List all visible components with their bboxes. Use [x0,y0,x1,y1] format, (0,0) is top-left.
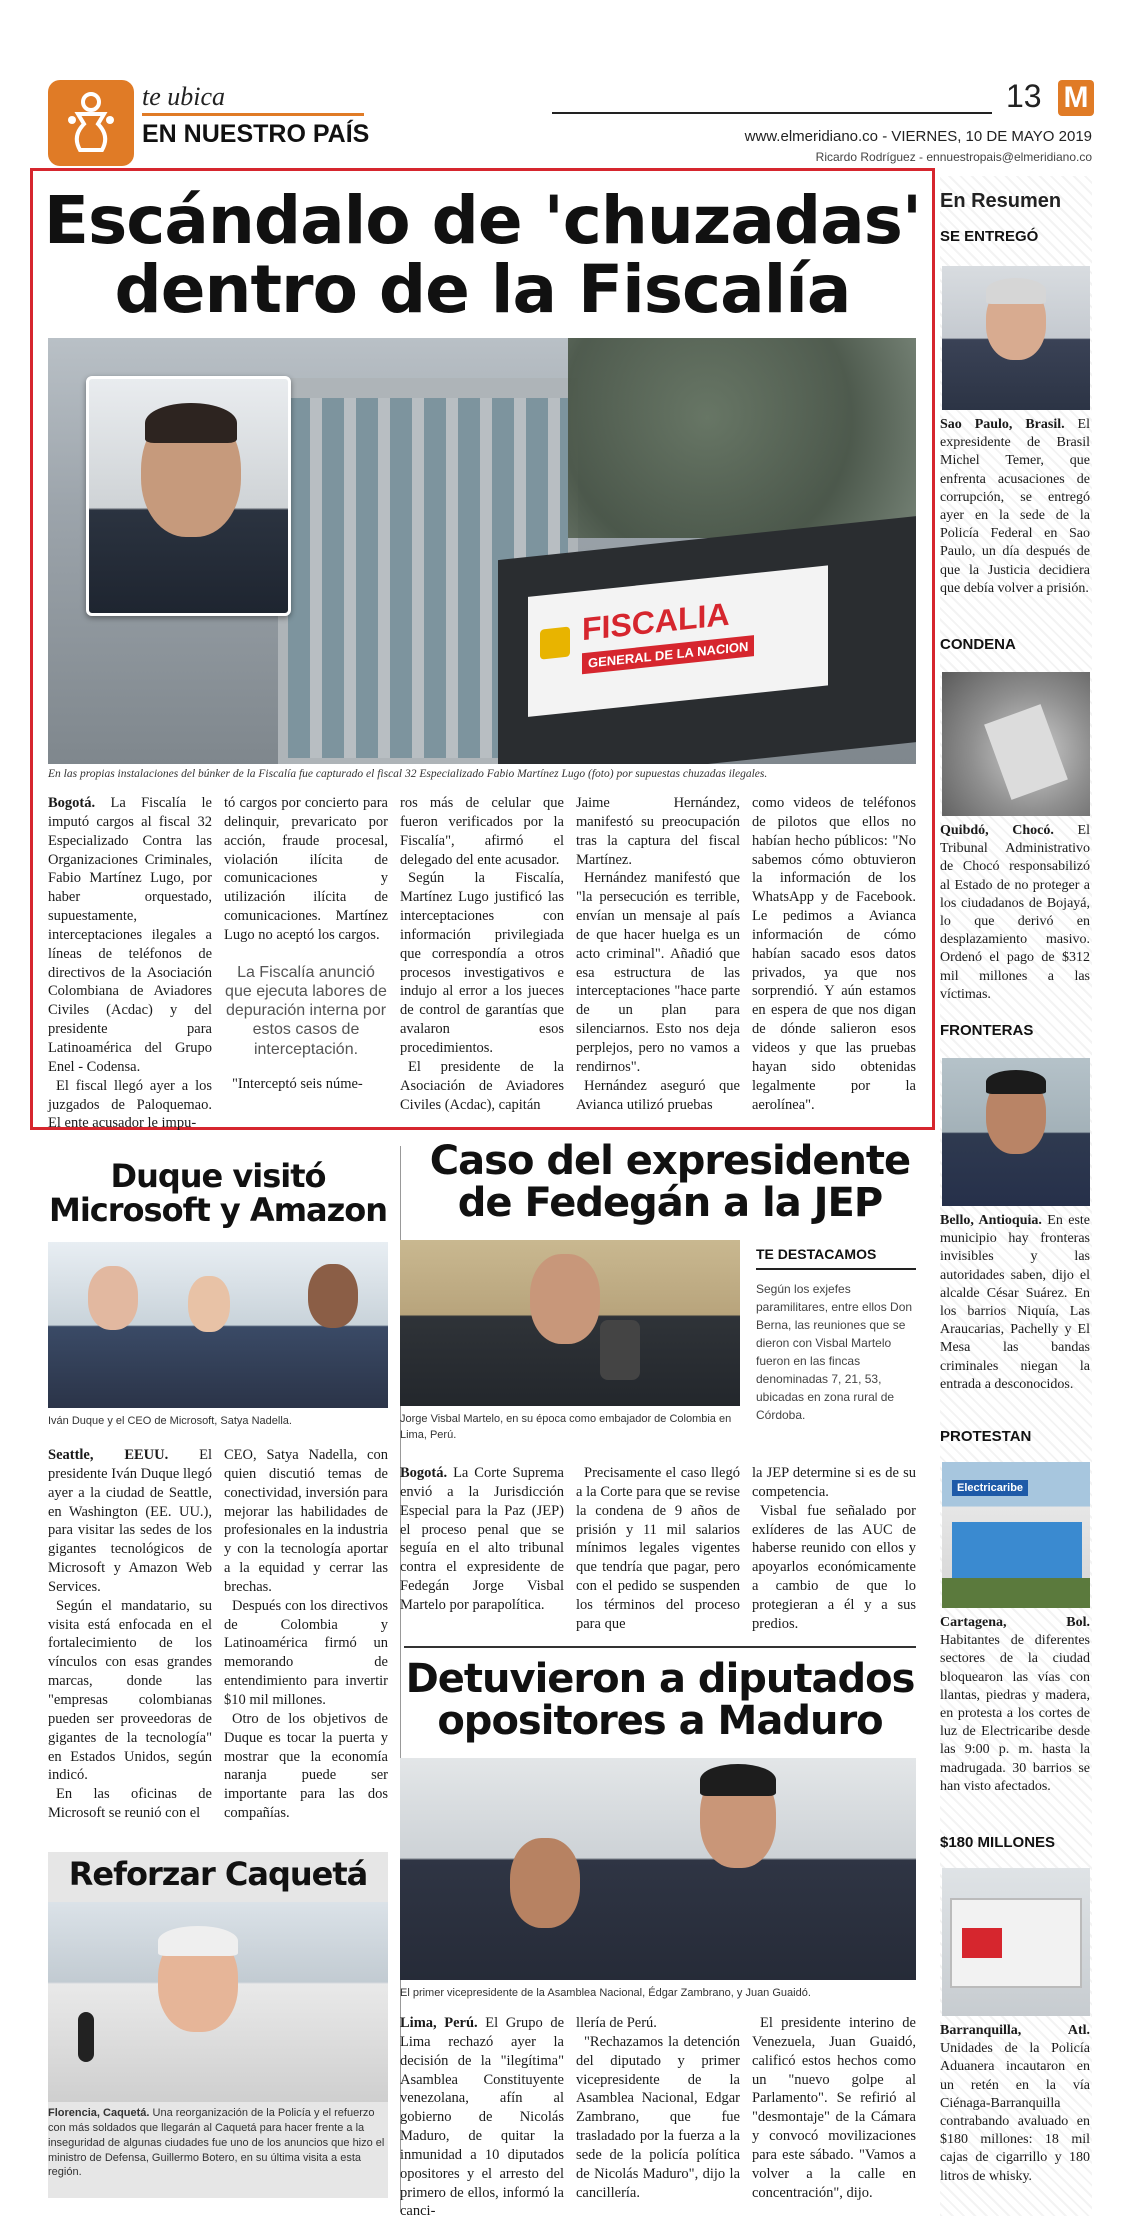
maduro-headline: Detuvieron a diputados opositores a Maduro [405,1656,915,1744]
main-photo-caption: En las propias instalaciones del búnker de la Fiscalía fue capturado el fiscal 32 Especializado Fabio Martínez Lugo (foto) por supuestas chuzadas ilegales. [48,768,768,780]
main-col1b: El fiscal llegó ayer a los juzgados de Paloquemao. El ente acusador le impu- [48,1077,212,1132]
temer-photo [942,266,1090,410]
maduro-col-2: llería de Perú. "Rechazamos la detención del diputado y primer vicepresidente de la Asamblea Nacional, Edgar Zambrano, que fue trasladado por la fuerza a la sede de la policía política de Nicolás Maduro", dijo la cancillería. [576,2015,740,2201]
sidebar-text-2: Quibdó, Chocó. El Tribunal Administrativo de Chocó responsabilizó al Estado de no proteger a los ciudadanos de Bojayá, lo que derivó en desplazamiento masivo. Ordenó el pago de $312 mil millones a las víctimas. [940,823,1090,1002]
main-col4-text: Jaime Hernández, manifestó su preocupación tras la captura del fiscal Martínez. [576,795,740,868]
section-logo [48,80,134,166]
sidebar-label-condena: CONDENA [940,636,1016,653]
bello-photo [942,1058,1090,1206]
main-col4b: Hernández manifestó que "la persecución es terrible, envían un mensaje al país de que hacer huelga es un acto criminal". Añadió que esa estructura de las interceptaciones "hace parte de un plan para silenciarnos. Esto nos deja perplejos, pero no vamos a rendirnos". [576,870,740,1075]
sidebar-text-4: Cartagena, Bol. Habitantes de diferentes sectores de la ciudad bloquearon las vías con llantas, piedras y madera, en protesta a los cortes de luz de Electricaribe desde las 9:00 p. m. hasta la madrugada. 30 barrios se han visto afectados. [940,1615,1090,1794]
main-col2-text: tó cargos por concierto para delinquir, prevaricato por acción, fraude procesal, violación ilícita de comunicaciones y utilización ilícita de comunicaciones. Martínez Lugo no aceptó los cargos. [224,795,388,943]
main-col3b: Según la Fiscalía, Martínez Lugo justificó las interceptaciones con información privilegiada que correspondía a otros procesos investigativos e indujo al error a los jueces de control de garantías que avalaron esos procedimientos. [400,870,564,1056]
main-col3-text: ros más de celular que fueron verificados por la Fiscalía", afirmó el delegado del ente acusador. [400,795,564,868]
sidebar-title: En Resumen [940,190,1062,212]
visbal-caption: Jorge Visbal Martelo, en su época como embajador de Colombia en Lima, Perú. [400,1413,732,1441]
maduro-col-1: Lima, Perú. El Grupo de Lima rechazó ayer la decisión de la "ilegítima" Asamblea Constituyente venezolana, afín al gobierno de Nicolás Maduro, de quitar la inmunidad a 10 diputados opositores y el arresto del primero de ellos, informó la canci- [400,2015,565,2220]
duque-headline: Duque visitó Microsoft y Amazon [48,1157,388,1229]
main-headline [40,182,925,329]
bojaya-photo [942,672,1090,816]
fiscalia-sign [498,516,916,764]
visbal-photo [400,1240,740,1406]
vase-icon [48,80,134,166]
maduro-caption: El primer vicepresidente de la Asamblea Nacional, Édgar Zambrano, y Juan Guaidó. [400,1987,811,1999]
main-col-2 [224,794,388,1094]
main-col-5 [752,794,916,1114]
contraband-photo [942,1868,1090,2016]
te-destacamos-text: Según los exjefes paramilitares, entre ellos Don Berna, las reuniones que se dieron con Visbal Martelo fueron en las fincas denominadas 7, 21, 53, ubicadas en zona rural de Córdoba. [756,1282,913,1422]
main-dateline: Bogotá. [48,795,96,811]
fiscalia-puzzle-icon [540,627,570,660]
maduro-col-3: El presidente interino de Venezuela, Juan Guaidó, calificó estos hechos como un "nuevo golpe al Parlamento". Se refirió al "desmontaje" de la Cámara y convocó movilizaciones para este sábado. "Vamos a volver a la calle en concentración", dijo. [752,2015,916,2201]
sidebar-text-3: Bello, Antioquia. En este municipio hay fronteras invisibles y las autoridades saben, dijo el alcalde César Suárez. En los barrios Niquía, Las Araucarias, Pachelly y El Mesa las bandas criminales niegan la entrada a desconocidos. [940,1213,1090,1392]
main-col2b: "Interceptó seis núme- [232,1075,363,1092]
sidebar-label-180-millones: $180 MILLONES [940,1834,1056,1851]
main-col-3 [400,794,564,1114]
sidebar-label-protestan: PROTESTAN [940,1428,1032,1445]
main-col1-text: La Fiscalía le imputó cargos al fiscal 32 Especializado Contra las Organizaciones Criminales, Fabio Martínez Lugo, por haber orquestado, supuestamente, interceptaciones ilegales a líneas de teléfonos de directivos de la Asociación Colombiana de Aviadores Civiles (Acdac) y del presidente para Latinoamérica del Grupo Enel - Codensa. [48,795,212,1075]
caqueta-caption: Florencia, Caquetá. Una reorganización de la Policía y el refuerzo con más soldados que llegarán al Caquetá para hacer frente a la inseguridad de algunas ciudades fue uno de los anuncios que hizo el ministro de Defensa, Guillermo Botero, en su última visita a esta región. [48,2107,385,2179]
duque-col-2: CEO, Satya Nadella, con quien discutió temas de conectividad, inversión para mejorar las habilidades de profesionales en la industria y con la tecnología aportar a la equidad y cerrar las brechas. Después con los directivos de Colombia y Latinoamérica firmó un memorando de entendimiento para invertir $10 mil millones. Otro de los objetivos de Duque es tocar la puerta y mostrar que la economía naranja puede ser importante para las dos compañías. [224,1447,388,1822]
main-headline-line2: dentro de la Fiscalía [114,251,851,329]
sidebar-label-se-entrego: SE ENTREGÓ [940,228,1039,245]
fedegan-col-1: Bogotá. La Corte Suprema envió a la Jurisdicción Especial para la Paz (JEP) el proceso penal que se seguía en el alto tribunal contra el expresidente de Fedegán Jorge Visbal Martelo por parapolítica. [400,1465,564,1613]
main-col5-text: como videos de teléfonos de pilotos que ellos no habían hecho públicos: "No sabemos cómo obtuvieron la información de los WhatsApp y de Facebook. Le pedimos a Avianca información de cómo habían sacado esos datos privados, ya que nos sorprendió. Y aún estamos en espera de que nos digan de dónde salieron esos videos y que las pruebas hayan sido obtenidas legalmente por la aerolínea". [752,795,916,1113]
sidebar-label-fronteras: FRONTERAS [940,1022,1034,1039]
sign-title: FISCALIA [582,595,730,648]
fedegan-rule [404,1646,916,1648]
pull-quote: La Fiscalía anunció que ejecuta labores de depuración interna por estos casos de interceptación. [225,963,387,1058]
page-number: 13 [1006,78,1042,114]
duque-photo [48,1242,388,1408]
header-rule [552,112,992,114]
main-col-4 [576,794,740,1114]
te-destacamos-rule [756,1268,916,1270]
author-email: Ricardo Rodríguez - ennuestropais@elmeridiano.co [815,150,1092,164]
main-col4c: Hernández aseguró que Avianca utilizó pruebas [576,1077,740,1113]
fedegan-headline: Caso del expresidente de Fedegán a la JEP [429,1138,911,1226]
sidebar-text-5: Barranquilla, Atl. Unidades de la Policía Aduanera incautaron en un retén en la vía Ciénaga-Barranquilla contrabando avaluado en $180 millones: 18 mil cajas de cigarrillo y 180 litros de whisky. [940,2023,1090,2184]
fedegan-col-2: Precisamente el caso llegó a la Corte para que se revise la condena de 9 años de prisión y 11 mil salarios mínimos legales vigentes que tendría que pagar, pero con el pedido se suspenden los términos del proceso para que [576,1465,740,1632]
section-name: EN NUESTRO PAÍS [142,120,370,148]
caqueta-headline: Reforzar Caquetá [68,1855,368,1893]
site-date: www.elmeridiano.co - VIERNES, 10 DE MAYO 2019 [744,128,1092,145]
maduro-photo [400,1758,916,1980]
electricaribe-photo [942,1462,1090,1608]
main-photo [48,338,916,764]
electricaribe-sign: Electricaribe [952,1480,1028,1496]
te-destacamos-label: TE DESTACAMOS [756,1246,877,1262]
section-rule [142,113,364,116]
tree-foliage [568,338,916,538]
main-headline-line1: Escándalo de 'chuzadas' [43,182,922,259]
caqueta-photo [48,1902,388,2102]
te-ubica: te ubica [142,82,226,111]
fedegan-col-3: la JEP determine si es de su competencia. Visbal fue señalado por exlíderes de las AUC de haberse reunido con ellos y apoyarlos económicamente a cambio de que lo protegieran a él y a sus predios. [752,1465,916,1632]
duque-caption: Iván Duque y el CEO de Microsoft, Satya Nadella. [48,1415,292,1427]
main-col3c: El presidente de la Asociación de Aviadores Civiles (Acdac), capitán [400,1058,564,1113]
sidebar-text-1: Sao Paulo, Brasil. El expresidente de Brasil Michel Temer, que enfrenta acusaciones de corrupción, se entregó ayer en la sede de la Policía Federal en Sao Paulo, un día después de que la Justicia decidiera que debía volver a prisión. [940,417,1090,596]
sign-subtitle: GENERAL DE LA NACION [582,635,754,674]
duque-col-1: Seattle, EEUU. El presidente Iván Duque llegó ayer a la ciudad de Seattle, en Washington (EE. UU.), para visitar las sedes de los gigantes tecnológicos de Microsoft y Amazon Web Services. Según el mandatario, su visita está enfocada en el fortalecimiento de los vínculos con esas grandes marcas, donde las "empresas colombianas pueden ser proveedoras de gigantes de la tecnología" en Estados Unidos, según indicó. En las oficinas de Microsoft se reunió con el [48,1447,212,1822]
main-col-1 [48,794,212,1133]
inset-portrait [86,376,291,616]
brand-logo: M [1058,80,1094,116]
microphone-icon [78,2012,94,2062]
